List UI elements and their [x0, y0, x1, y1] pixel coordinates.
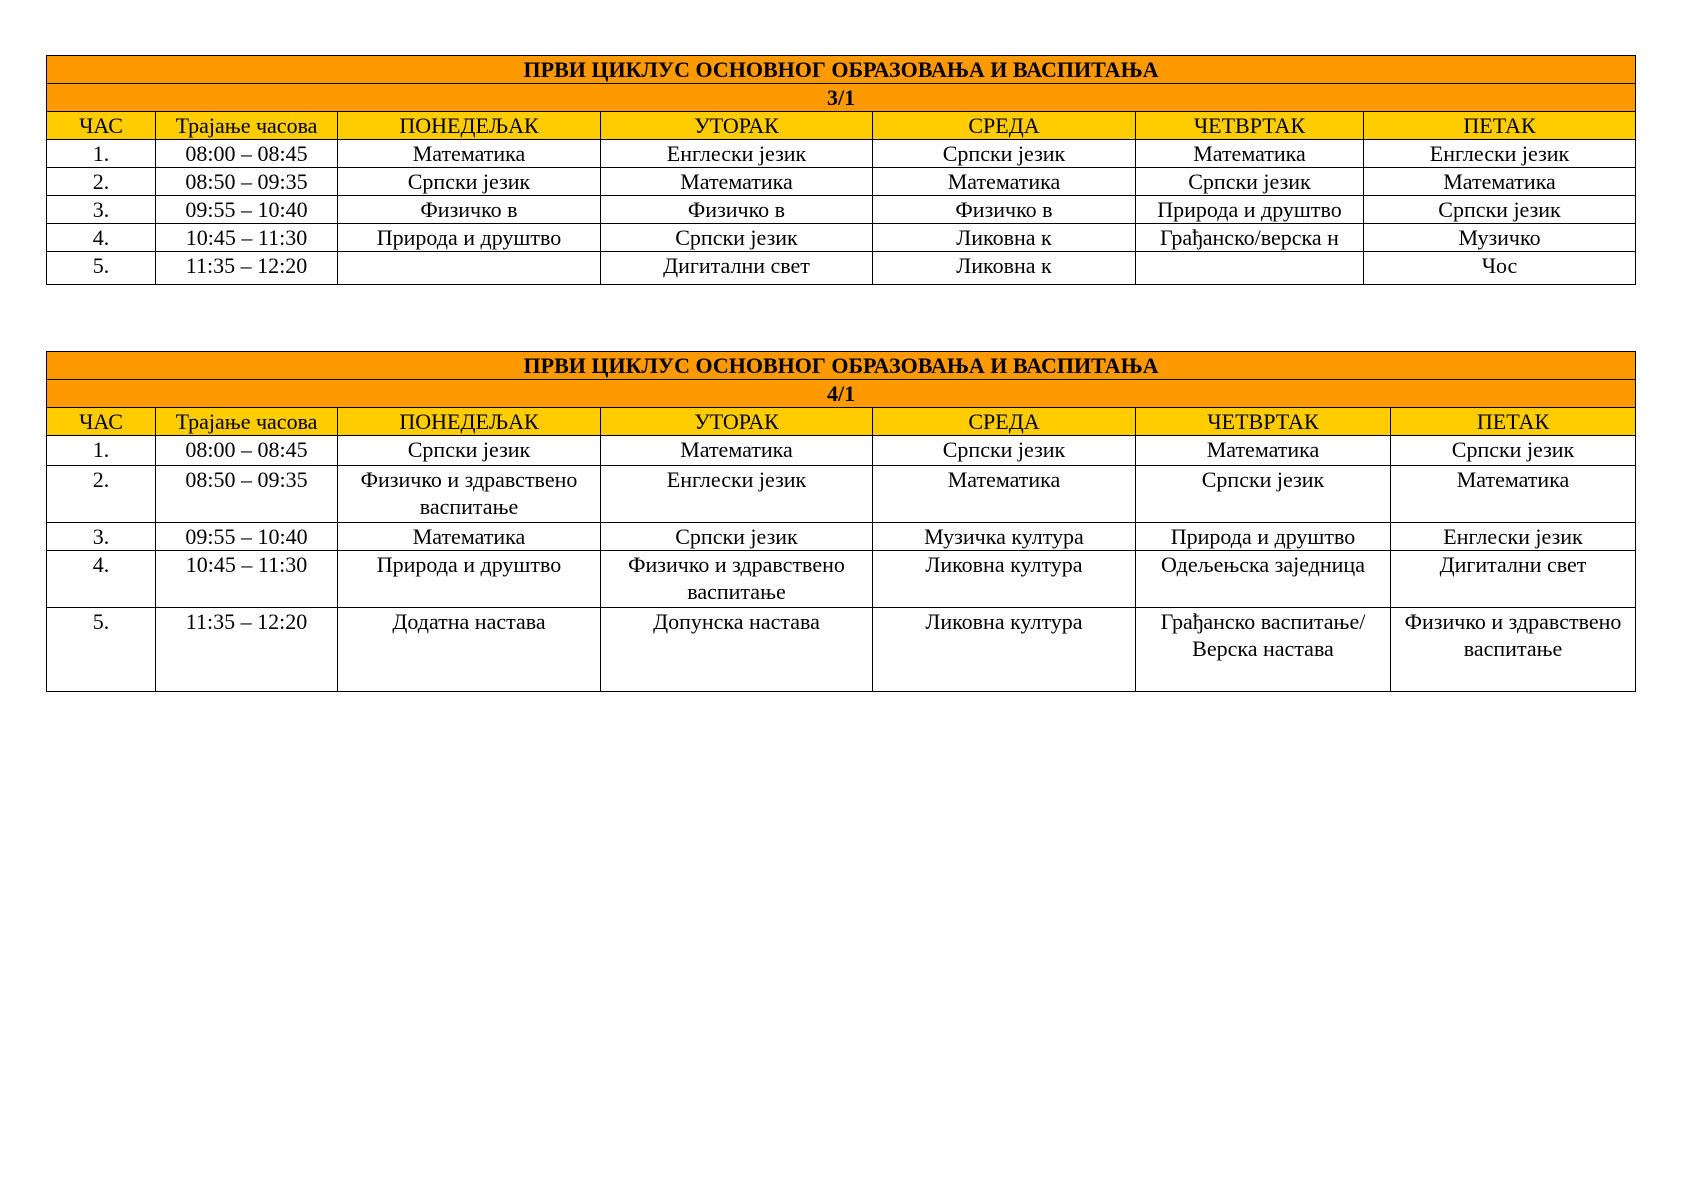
- cell-tuesday: Енглески језик: [601, 466, 873, 523]
- cell-tuesday: Енглески језик: [601, 140, 873, 168]
- class-label: 4/1: [47, 380, 1636, 408]
- cell-friday: Чос: [1364, 252, 1636, 285]
- cell-time: 11:35 – 12:20: [156, 252, 338, 285]
- cell-time: 11:35 – 12:20: [156, 608, 338, 692]
- col-header-period: ЧАС: [47, 408, 156, 436]
- cell-time: 10:45 – 11:30: [156, 551, 338, 608]
- col-header-tuesday: УТОРАК: [601, 408, 873, 436]
- col-header-monday: ПОНЕДЕЉАК: [338, 408, 601, 436]
- cell-friday: Дигитални свет: [1391, 551, 1636, 608]
- cell-wednesday: Математика: [873, 466, 1136, 523]
- cell-thursday: [1136, 252, 1364, 285]
- col-header-duration: Трајање часова: [156, 408, 338, 436]
- cell-thursday: Одељењска заједница: [1136, 551, 1391, 608]
- cell-period: 2.: [47, 466, 156, 523]
- col-header-thursday: ЧЕТВРТАК: [1136, 112, 1364, 140]
- cell-friday: Физичко и здравствено васпитање: [1391, 608, 1636, 692]
- cell-time: 08:50 – 09:35: [156, 168, 338, 196]
- cell-time: 08:00 – 08:45: [156, 436, 338, 466]
- cell-wednesday: Ликовна култура: [873, 551, 1136, 608]
- cell-period: 1.: [47, 436, 156, 466]
- cell-wednesday: Математика: [873, 168, 1136, 196]
- col-header-tuesday: УТОРАК: [601, 112, 873, 140]
- cell-monday: Математика: [338, 523, 601, 551]
- cell-tuesday: Физичко и здравствено васпитање: [601, 551, 873, 608]
- col-header-friday: ПЕТАК: [1364, 112, 1636, 140]
- cell-friday: Српски језик: [1364, 196, 1636, 224]
- table-row: [47, 252, 1636, 285]
- table-row: [47, 551, 1636, 608]
- cell-time: 08:50 – 09:35: [156, 466, 338, 523]
- cell-monday: Природа и друштво: [338, 224, 601, 252]
- cell-tuesday: Дигитални свет: [601, 252, 873, 285]
- col-header-wednesday: СРЕДА: [873, 408, 1136, 436]
- table-row: [47, 196, 1636, 224]
- cell-friday: Музичко: [1364, 224, 1636, 252]
- cell-wednesday: Ликовна култура: [873, 608, 1136, 692]
- table-row: [47, 168, 1636, 196]
- cell-friday: Српски језик: [1391, 436, 1636, 466]
- schedule-table-3-1: [46, 55, 1636, 285]
- cell-wednesday: Музичка култура: [873, 523, 1136, 551]
- cell-wednesday: Ликовна к: [873, 224, 1136, 252]
- cell-wednesday: Ликовна к: [873, 252, 1136, 285]
- cell-thursday: Грађанско васпитање/Верска настава: [1136, 608, 1391, 692]
- cell-thursday: Грађанско/верска н: [1136, 224, 1364, 252]
- cell-tuesday: Допунска настава: [601, 608, 873, 692]
- table-row: [47, 224, 1636, 252]
- cell-period: 5.: [47, 608, 156, 692]
- cell-thursday: Математика: [1136, 140, 1364, 168]
- col-header-friday: ПЕТАК: [1391, 408, 1636, 436]
- cell-friday: Енглески језик: [1391, 523, 1636, 551]
- cell-period: 5.: [47, 252, 156, 285]
- col-header-wednesday: СРЕДА: [873, 112, 1136, 140]
- cell-tuesday: Математика: [601, 436, 873, 466]
- cell-thursday: Математика: [1136, 436, 1391, 466]
- cell-thursday: Природа и друштво: [1136, 196, 1364, 224]
- cell-time: 08:00 – 08:45: [156, 140, 338, 168]
- cell-tuesday: Српски језик: [601, 523, 873, 551]
- col-header-period: ЧАС: [47, 112, 156, 140]
- cell-monday: Додатна настава: [338, 608, 601, 692]
- cell-monday: Српски језик: [338, 168, 601, 196]
- class-label: 3/1: [47, 84, 1636, 112]
- table-title: ПРВИ ЦИКЛУС ОСНОВНОГ ОБРАЗОВАЊА И ВАСПИТАЊА: [47, 352, 1636, 380]
- cell-monday: Математика: [338, 140, 601, 168]
- cell-period: 4.: [47, 224, 156, 252]
- cell-tuesday: Математика: [601, 168, 873, 196]
- cell-time: 09:55 – 10:40: [156, 196, 338, 224]
- cell-friday: Математика: [1364, 168, 1636, 196]
- cell-monday: Физичко в: [338, 196, 601, 224]
- cell-wednesday: Физичко в: [873, 196, 1136, 224]
- cell-thursday: Српски језик: [1136, 168, 1364, 196]
- cell-friday: Енглески језик: [1364, 140, 1636, 168]
- cell-period: 3.: [47, 523, 156, 551]
- cell-wednesday: Српски језик: [873, 436, 1136, 466]
- table-row: [47, 140, 1636, 168]
- cell-time: 09:55 – 10:40: [156, 523, 338, 551]
- cell-period: 1.: [47, 140, 156, 168]
- col-header-thursday: ЧЕТВРТАК: [1136, 408, 1391, 436]
- schedule-table-4-1: [46, 351, 1636, 692]
- cell-monday: Природа и друштво: [338, 551, 601, 608]
- cell-thursday: Природа и друштво: [1136, 523, 1391, 551]
- col-header-duration: Трајање часова: [156, 112, 338, 140]
- table-row: [47, 608, 1636, 692]
- cell-monday: [338, 252, 601, 285]
- cell-tuesday: Физичко в: [601, 196, 873, 224]
- cell-wednesday: Српски језик: [873, 140, 1136, 168]
- table-title: ПРВИ ЦИКЛУС ОСНОВНОГ ОБРАЗОВАЊА И ВАСПИТАЊА: [47, 56, 1636, 84]
- cell-thursday: Српски језик: [1136, 466, 1391, 523]
- table-row: [47, 436, 1636, 466]
- cell-time: 10:45 – 11:30: [156, 224, 338, 252]
- table-row: [47, 523, 1636, 551]
- cell-period: 4.: [47, 551, 156, 608]
- cell-friday: Математика: [1391, 466, 1636, 523]
- cell-tuesday: Српски језик: [601, 224, 873, 252]
- table-row: [47, 466, 1636, 523]
- cell-period: 2.: [47, 168, 156, 196]
- cell-period: 3.: [47, 196, 156, 224]
- cell-monday: Физичко и здравствено васпитање: [338, 466, 601, 523]
- col-header-monday: ПОНЕДЕЉАК: [338, 112, 601, 140]
- cell-monday: Српски језик: [338, 436, 601, 466]
